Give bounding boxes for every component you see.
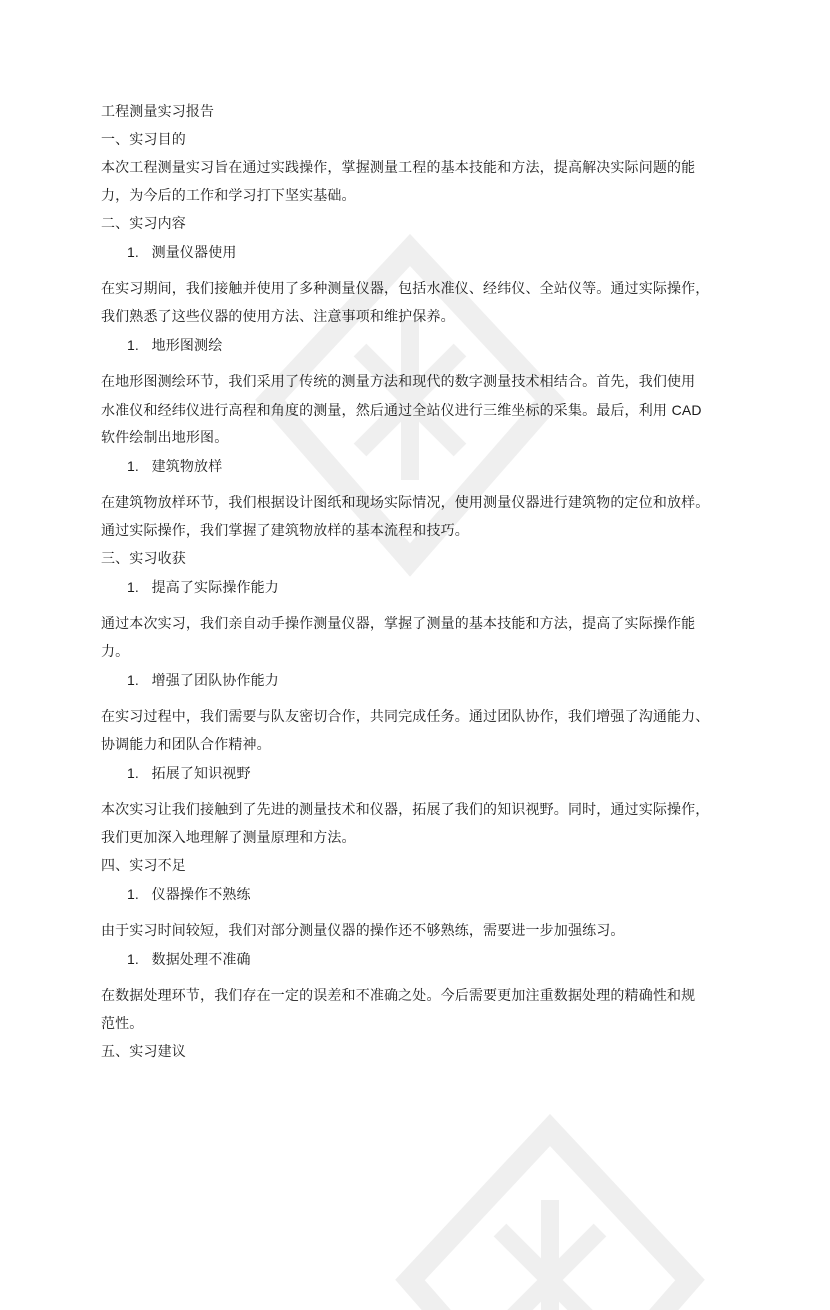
list-item-title: 拓展了知识视野 (151, 766, 251, 782)
list-item (101, 666, 746, 694)
paragraph-text: 水准仪和经纬仪进行高程和角度的测量，然后通过全站仪进行三维坐标的采集。最后，利用 (101, 403, 672, 419)
paragraph-line: 通过实际操作，我们掌握了建筑物放样的基本流程和技巧。 (101, 523, 469, 539)
list-item (101, 238, 746, 266)
watermark-icon (390, 1110, 710, 1310)
list-item (101, 945, 746, 973)
paragraph-line: 在实习期间，我们接触并使用了多种测量仪器，包括水准仪、经纬仪、全站仪等。通过实际操作， (101, 281, 710, 297)
section-heading: 二、实习内容 (101, 216, 186, 232)
list-item (101, 331, 746, 359)
paragraph-line: 软件绘制出地形图。 (101, 430, 229, 446)
list-number: 1. (127, 765, 139, 781)
paragraph-line: 通过本次实习，我们亲自动手操作测量仪器，掌握了测量的基本技能和方法，提高了实际操作能 (101, 616, 696, 632)
list-number: 1. (127, 579, 139, 595)
paragraph-line: 本次实习让我们接触到了先进的测量技术和仪器，拓展了我们的知识视野。同时，通过实际操作， (101, 802, 710, 818)
document-title: 工程测量实习报告 (101, 104, 215, 120)
paragraph-line: 在建筑物放样环节，我们根据设计图纸和现场实际情况，使用测量仪器进行建筑物的定位和放样。 (101, 495, 710, 511)
list-item (101, 759, 746, 787)
list-item-title: 提高了实际操作能力 (151, 580, 279, 596)
section-heading: 五、实习建议 (101, 1044, 186, 1060)
section-heading: 四、实习不足 (101, 858, 186, 874)
list-item-title: 数据处理不准确 (151, 952, 251, 968)
paragraph-line: 范性。 (101, 1016, 144, 1032)
paragraph-line: 力，为今后的工作和学习打下坚实基础。 (101, 188, 356, 204)
paragraph-line: 协调能力和团队合作精神。 (101, 737, 271, 753)
list-item-title: 建筑物放样 (151, 459, 223, 475)
list-number: 1. (127, 951, 139, 967)
list-number: 1. (127, 337, 139, 353)
paragraph-line: 我们熟悉了这些仪器的使用方法、注意事项和维护保养。 (101, 309, 455, 325)
list-number: 1. (127, 886, 139, 902)
paragraph-line: 本次工程测量实习旨在通过实践操作，掌握测量工程的基本技能和方法，提高解决实际问题的能 (101, 160, 696, 176)
list-number: 1. (127, 244, 139, 260)
list-number: 1. (127, 458, 139, 474)
section-heading: 一、实习目的 (101, 132, 186, 148)
paragraph-line: 由于实习时间较短，我们对部分测量仪器的操作还不够熟练，需要进一步加强练习。 (101, 923, 625, 939)
paragraph-line: 在数据处理环节，我们存在一定的误差和不准确之处。今后需要更加注重数据处理的精确性和规 (101, 988, 696, 1004)
list-item (101, 573, 746, 601)
paragraph-line: 在实习过程中，我们需要与队友密切合作，共同完成任务。通过团队协作，我们增强了沟通能力、 (101, 709, 710, 725)
list-item (101, 452, 746, 480)
paragraph-line: 在地形图测绘环节，我们采用了传统的测量方法和现代的数字测量技术相结合。首先，我们使用 (101, 374, 696, 390)
paragraph-line (101, 396, 746, 424)
list-item-title: 增强了团队协作能力 (151, 673, 279, 689)
list-item-title: 测量仪器使用 (151, 245, 237, 261)
document-page (101, 98, 746, 1066)
cad-term: CAD (671, 402, 702, 418)
paragraph-line: 力。 (101, 644, 130, 660)
list-number: 1. (127, 672, 139, 688)
list-item (101, 880, 746, 908)
paragraph-line: 我们更加深入地理解了测量原理和方法。 (101, 830, 356, 846)
section-heading: 三、实习收获 (101, 551, 186, 567)
list-item-title: 地形图测绘 (151, 338, 223, 354)
list-item-title: 仪器操作不熟练 (151, 887, 251, 903)
